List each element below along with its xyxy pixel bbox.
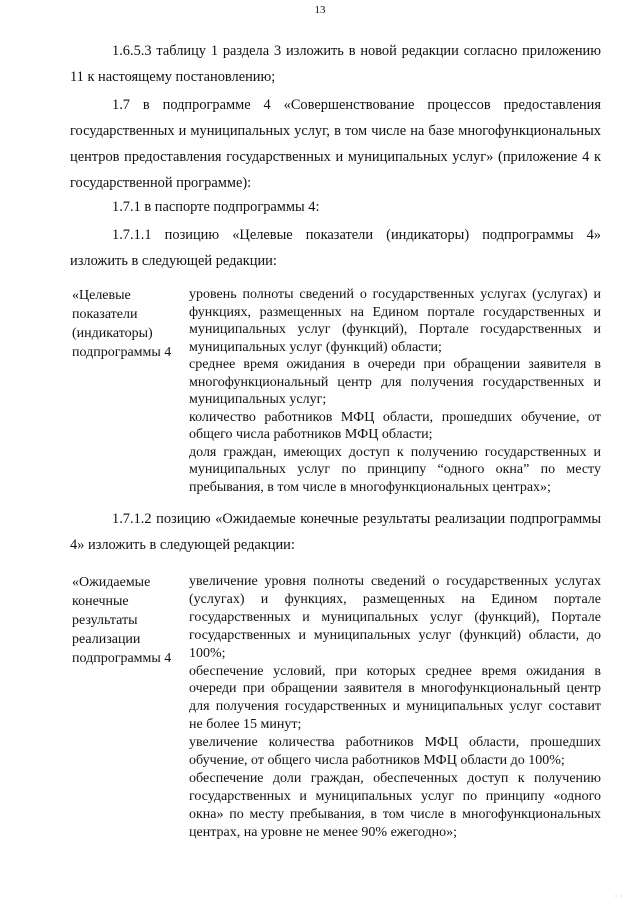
- expected-result-item: увеличение уровня полноты сведений о государственных услугах (услугах) и функциях, размещенных на Едином портале государственных и муниципальных услуг (функций), Портале государственных и муниципальных услуг (функций) области, до 100%;: [189, 574, 601, 661]
- target-indicator-item: количество работников МФЦ области, прошедших обучение, от общего числа работников МФЦ области;: [189, 409, 601, 442]
- target-indicators-list: [189, 286, 601, 496]
- expected-result-item: обеспечение доли граждан, обеспеченных доступ к получению государственных и муниципальных услуг по принципу «одного окна» по месту пребывания, в том числе в многофункциональных центрах, на уровне не менее 90% ежегодно»;: [189, 770, 601, 840]
- paragraph-1-7-1: 1.7.1 в паспорте подпрограммы 4:: [112, 199, 320, 215]
- scan-mark: · ·: [614, 892, 622, 901]
- expected-result-item: обеспечение условий, при которых среднее время ожидания в очереди при обращении заявителя в многофункциональный центр для получения государственных и муниципальных услуг составит не более 15 минут;: [189, 663, 601, 733]
- expected-result-item: увеличение количества работников МФЦ области, прошедших обучение, от общего числа работников МФЦ области до 100%;: [189, 735, 601, 769]
- target-indicator-item: доля граждан, имеющих доступ к получению государственных и муниципальных услуг по принципу “одного окна” по месту пребывания, в том числе в многофункциональных центрах»;: [189, 444, 601, 495]
- target-indicators-label: «Целевые показатели (индикаторы) подпрограммы 4: [72, 288, 172, 360]
- expected-results-label: «Ожидаемые конечные результаты реализации подпрограммы 4: [72, 575, 172, 666]
- expected-results-list: [189, 573, 601, 842]
- target-indicator-item: среднее время ожидания в очереди при обращении заявителя в многофункциональный центр для получения государственных и муниципальных услуг;: [189, 357, 601, 407]
- paragraph-1-7: 1.7 в подпрограмме 4 «Совершенствование процессов предоставления государственных и муниципальных услуг, в том числе на базе многофункциональных центров предоставления государственных и муниципальных услуг» (приложение 4 к государственной программе):: [70, 97, 601, 191]
- paragraph-1-7-1-2: 1.7.1.2 позицию «Ожидаемые конечные результаты реализации подпрограммы 4» изложить в следующей редакции:: [70, 511, 601, 553]
- page-number: 13: [314, 4, 326, 16]
- target-indicator-item: уровень полноты сведений о государственных услугах (услугах) и функциях, размещенных на Едином портале государственных и муниципальных услуг (функций), Портале государственных и муниципальных услуг (функций) области;: [189, 287, 601, 355]
- paragraph-1-7-1-1: 1.7.1.1 позицию «Целевые показатели (индикаторы) подпрограммы 4» изложить в следующей редакции:: [70, 227, 601, 269]
- paragraph-1-6-5-3: 1.6.5.3 таблицу 1 раздела 3 изложить в новой редакции согласно приложению 11 к настоящему постановлению;: [70, 43, 601, 85]
